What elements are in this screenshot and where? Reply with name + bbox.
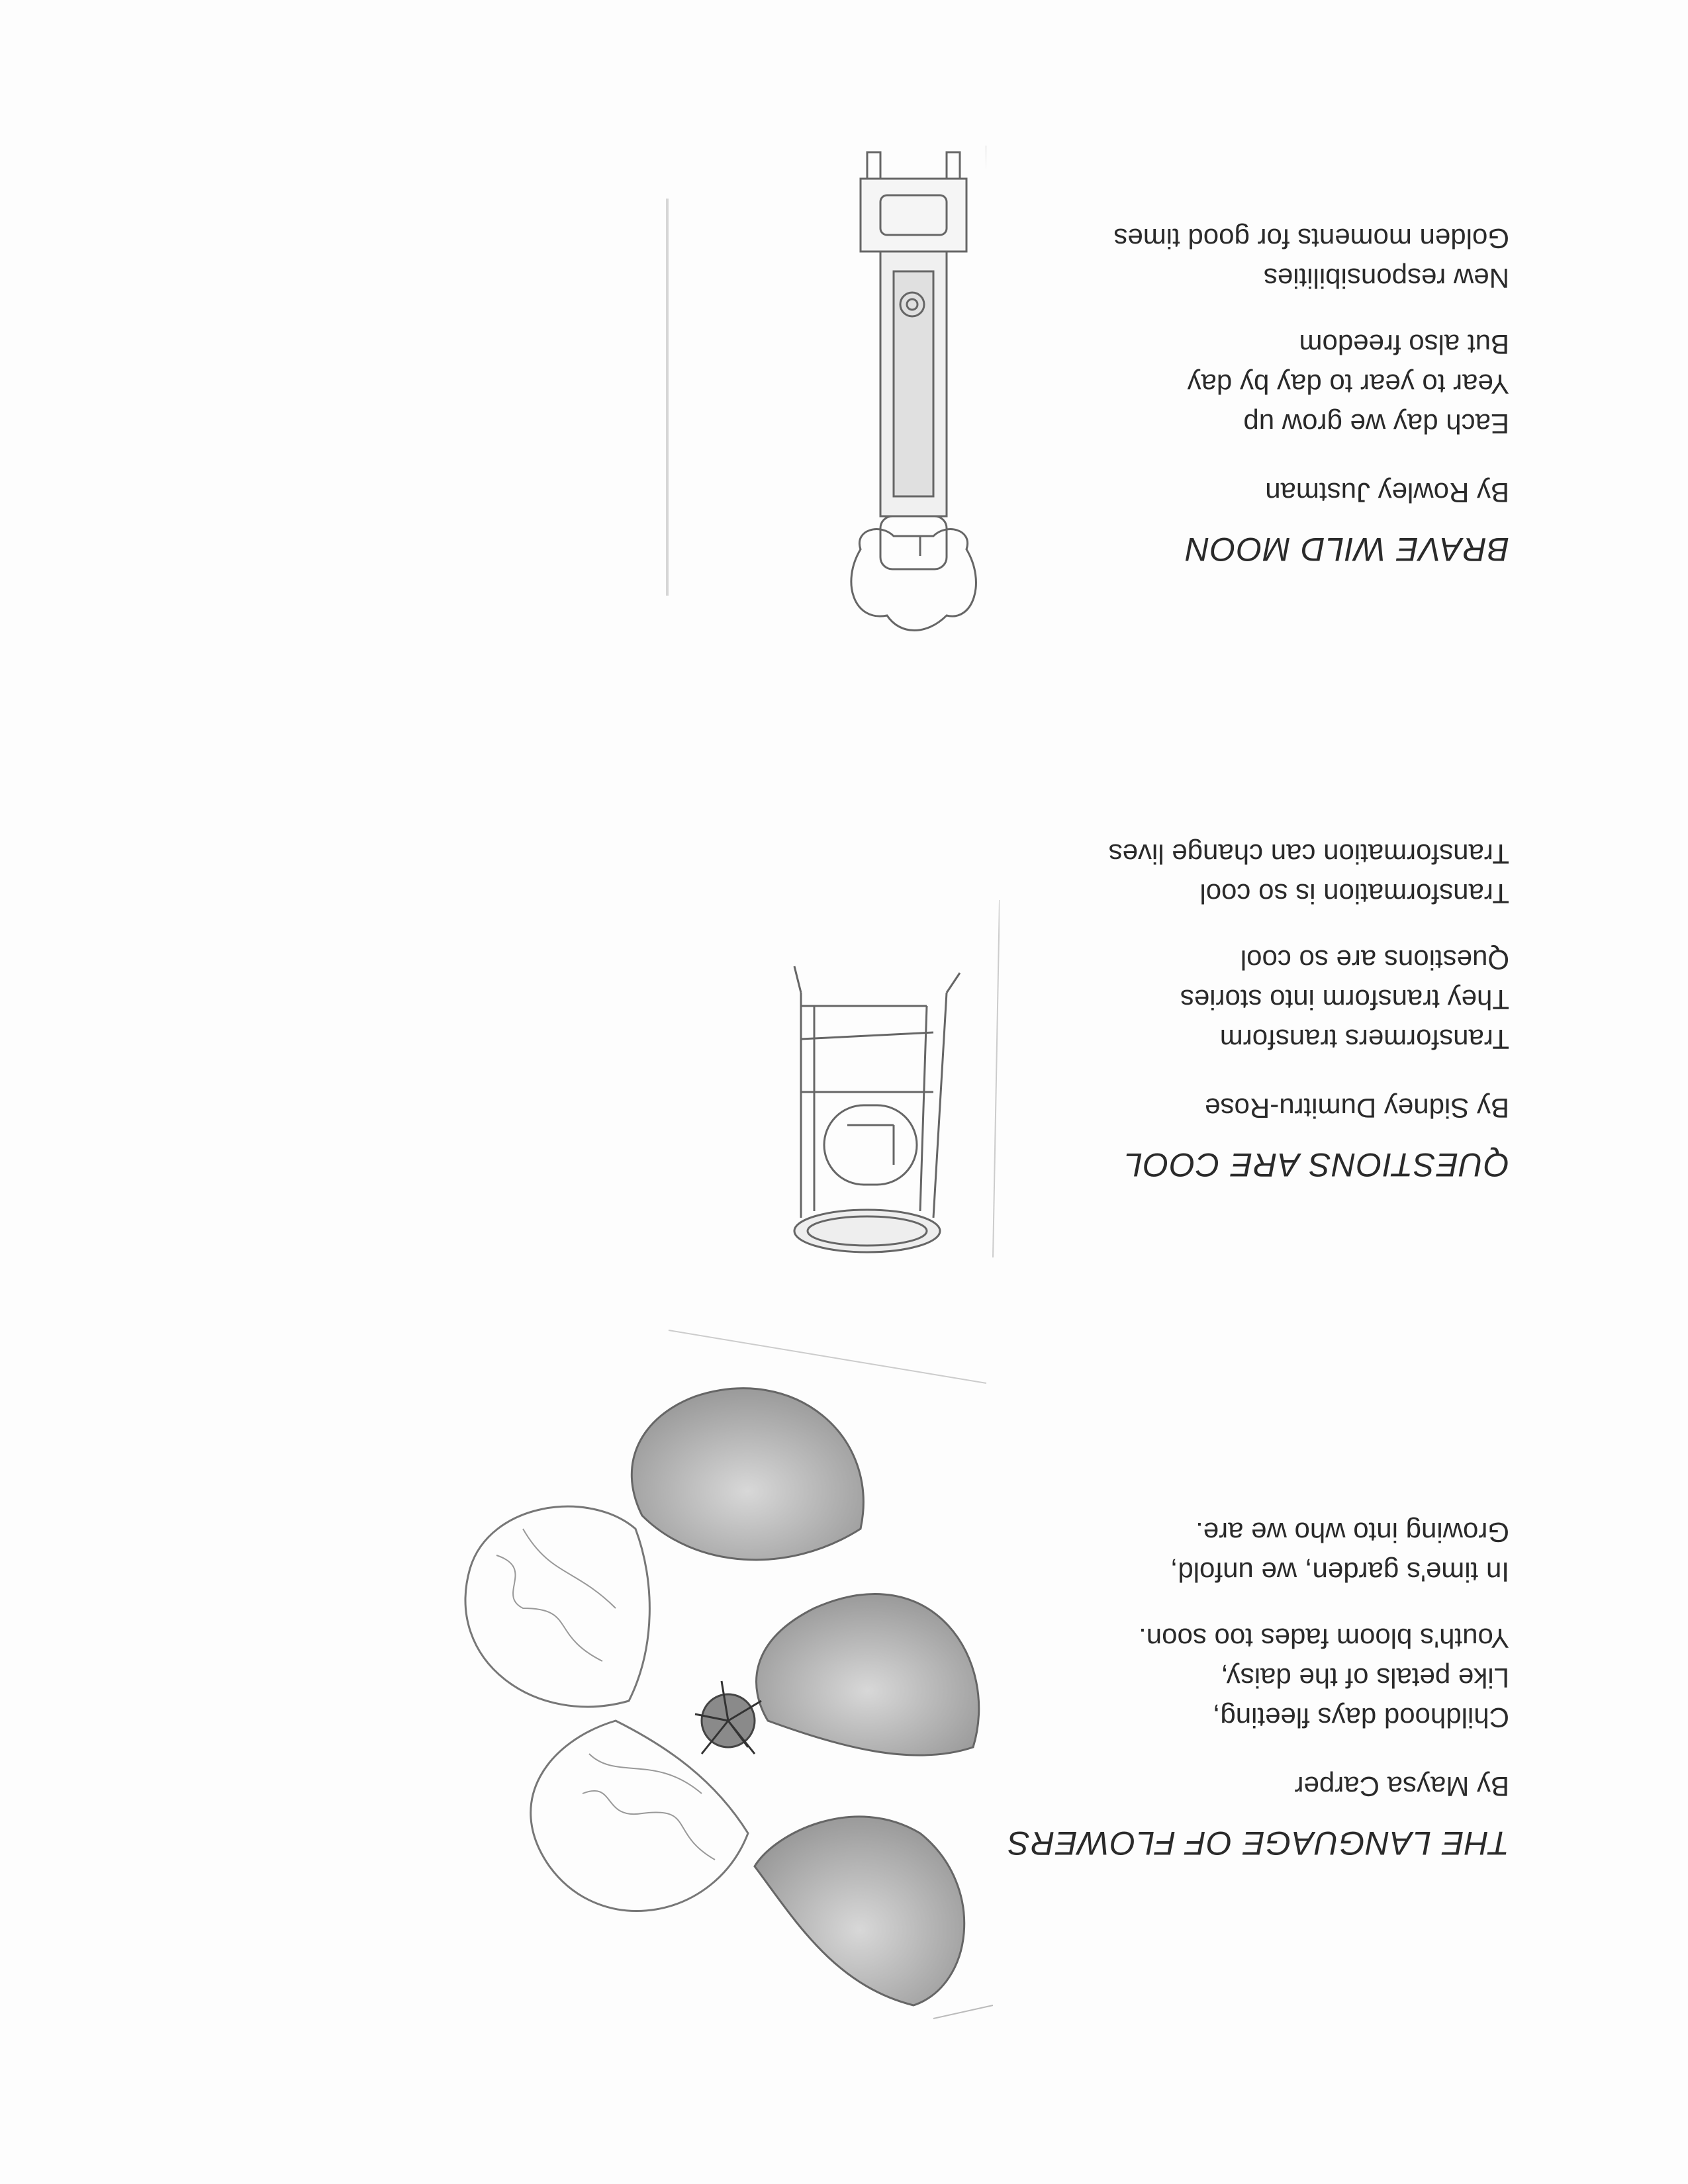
poem-line: Each day we grow up — [1243, 408, 1509, 439]
poem-line: Transformation is so cool — [1199, 878, 1509, 909]
poem-line: But also freedom — [1299, 329, 1509, 360]
poem-line: In time's garden, we unfold, — [1170, 1557, 1509, 1588]
poem-line: New responsibilities — [1263, 263, 1509, 294]
poem-line: Golden moments for good times — [1113, 223, 1509, 254]
poem-author: By Sidney Dumitru-Rose — [1205, 1093, 1509, 1124]
poem-author: By Rowley Justman — [1265, 477, 1509, 508]
poem-line: Transformers transform — [1219, 1024, 1509, 1055]
poem-line: Questions are so cool — [1240, 944, 1509, 976]
poem-title: BRAVE WILD MOON — [1184, 531, 1509, 568]
flower-sketch-icon — [430, 1317, 1013, 2032]
poem-line: Youth's bloom fades too soon. — [1139, 1623, 1509, 1654]
poem-line: Growing into who we are. — [1196, 1517, 1509, 1548]
grandfather-clock-sketch-icon — [841, 146, 986, 662]
poem-line: They transform into stories — [1180, 984, 1509, 1015]
poem-line: Transformation can change lives — [1108, 839, 1509, 870]
poem-line: Childhood days fleeting, — [1212, 1702, 1509, 1733]
poem-author: By Maysa Carper — [1294, 1771, 1509, 1802]
scan-fold-line — [666, 199, 669, 596]
poem-line: Like petals of the daisy, — [1221, 1662, 1509, 1694]
poem-title: QUESTIONS ARE COOL — [1123, 1146, 1509, 1183]
chair-sketch-icon — [788, 900, 1000, 1257]
poem-line: Year to year to day by day — [1187, 369, 1509, 400]
poem-title: THE LANGUAGE OF FLOWERS — [1007, 1825, 1509, 1862]
